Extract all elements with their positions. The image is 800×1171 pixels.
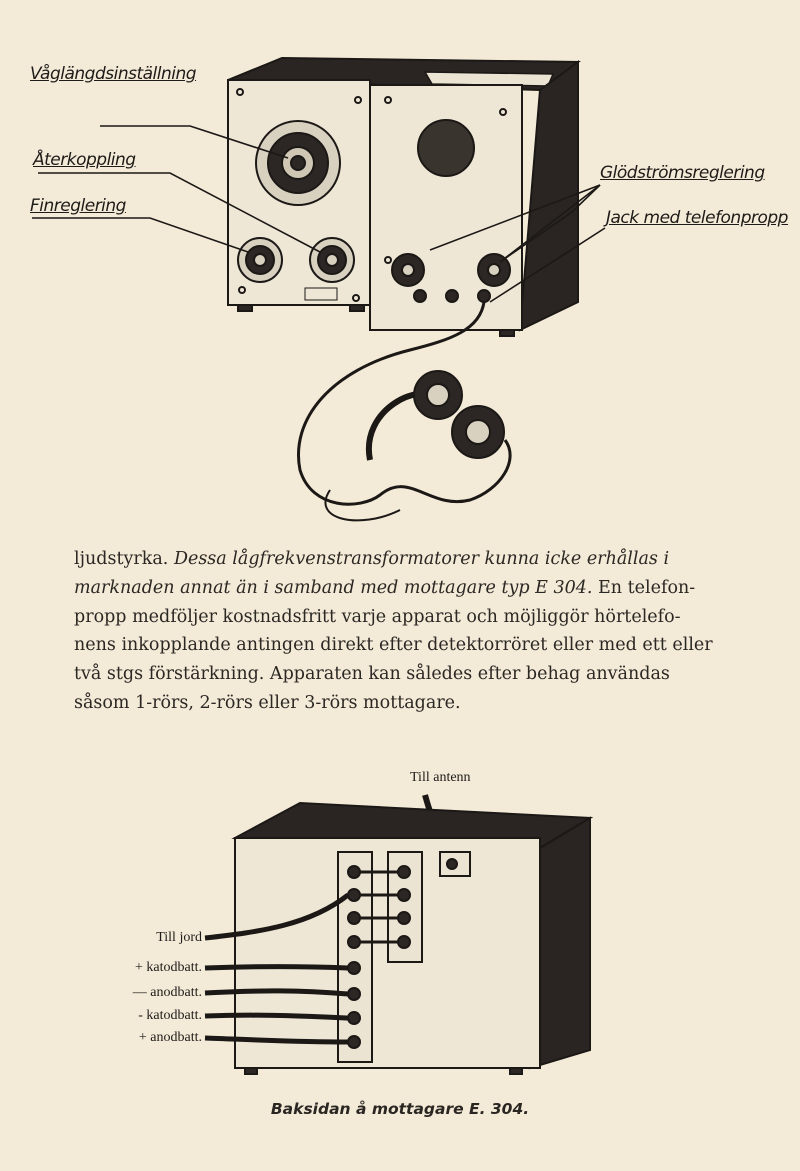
figure-caption: Baksidan å mottagare E. 304. [270,1100,530,1118]
body-line-1: ljudstyrka. Dessa lågfrekvenstransformatorer kunna icke erhållas i [74,549,670,569]
callout-feedback: Återkoppling [33,150,136,170]
body-line-4: nens inkopplande antingen direkt efter detektorröret eller med ett eller [74,635,713,656]
label-cath-minus: - katodbatt. [138,1008,202,1023]
body-line-5: två stgs förstärkning. Apparaten kan således efter behag användas [74,664,670,685]
label-anode-minus: — anodbatt. [132,985,202,1000]
jack-2nd [478,290,490,302]
label-anode-plus: + anodbatt. [138,1030,202,1045]
jack-1st [446,290,458,302]
label-cath-plus: + katodbatt. [135,960,202,975]
cable-anode-minus [205,991,348,994]
cable-cath-minus [205,1015,348,1018]
jack-det [414,290,426,302]
speaker-grille [418,120,474,176]
cable-cath-plus [205,967,348,969]
callout-fine: Finreglering [30,196,126,216]
callout-jack: Jack med telefonpropp [606,208,788,228]
receiver-back-illustration [0,760,800,1090]
body-paragraph [74,545,730,718]
body-line-2: marknaden annat än i samband med mottagare typ E 304. En telefon- [74,577,696,598]
body-line-3: propp medföljer kostnadsfritt varje apparat och möjliggör hörtelefo- [74,606,681,627]
label-antenna: Till antenn [410,770,471,785]
callout-filament: Glödströmsreglering [600,163,765,183]
phone-cord [298,302,510,504]
terminal-strip-left [338,852,372,1062]
label-earth: Till jord [156,930,202,945]
callout-wave: Våglängdsinställning [30,64,197,84]
body-line-6: såsom 1-rörs, 2-rörs eller 3-rörs mottagare. [74,692,461,713]
receiver-front-illustration [0,40,800,540]
